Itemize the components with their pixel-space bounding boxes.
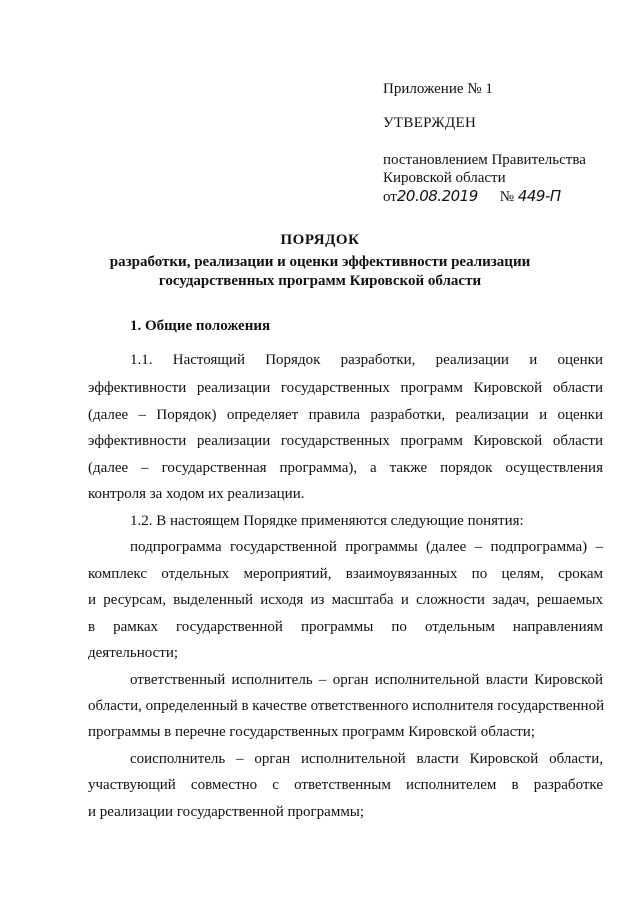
- appendix-label: Приложение № 1: [383, 81, 493, 97]
- body-line: 1.2. В настоящем Порядке применяются следующие понятия:: [130, 513, 524, 529]
- document-title: ПОРЯДОК: [280, 232, 360, 248]
- body-line: и ресурсам, выделенный исходя из масштаба и сложности задач, решаемых: [88, 592, 603, 608]
- body-line: контроля за ходом их реализации.: [88, 486, 305, 502]
- body-line: программы в перечне государственных программ Кировской области;: [88, 724, 536, 740]
- approved-label: УТВЕРЖДЕН: [383, 115, 477, 131]
- body-line: (далее – государственная программа), а также порядок осуществления: [88, 460, 603, 476]
- body-line: и реализации государственной программы;: [88, 804, 365, 820]
- section-heading: 1. Общие положения: [130, 318, 271, 334]
- handwritten-number: 449-П: [517, 187, 561, 205]
- decree-date-line: [383, 187, 561, 206]
- body-line: подпрограмма государственной программы (далее – подпрограмма) –: [130, 539, 603, 555]
- date-prefix: от: [383, 189, 397, 205]
- decree-line-1: постановлением Правительства: [383, 152, 586, 168]
- body-line: ответственный исполнитель – орган исполнительной власти Кировской: [130, 672, 603, 688]
- body-line: деятельности;: [88, 645, 179, 661]
- body-line: (далее – Порядок) определяет правила разработки, реализации и оценки: [88, 407, 603, 423]
- body-line: эффективности реализации государственных программ Кировской области: [88, 380, 603, 396]
- body-line: соисполнитель – орган исполнительной власти Кировской области,: [130, 751, 603, 767]
- document-subtitle-line-1: разработки, реализации и оценки эффективности реализации: [109, 254, 531, 270]
- body-line: комплекс отдельных мероприятий, взаимоувязанных по целям, срокам: [88, 566, 603, 582]
- decree-line-2: Кировской области: [383, 170, 506, 186]
- body-line: области, определенный в качестве ответственного исполнителя государственной: [88, 698, 605, 714]
- handwritten-date: 20.08.2019: [396, 187, 478, 205]
- number-label: №: [499, 189, 515, 205]
- body-line: эффективности реализации государственных программ Кировской области: [88, 433, 603, 449]
- body-line: участвующий совместно с ответственным исполнителем в разработке: [88, 777, 603, 793]
- body-line: в рамках государственной программы по отдельным направлениям: [88, 619, 603, 635]
- body-line: 1.1. Настоящий Порядок разработки, реализации и оценки: [130, 352, 603, 368]
- document-subtitle-line-2: государственных программ Кировской области: [158, 273, 482, 289]
